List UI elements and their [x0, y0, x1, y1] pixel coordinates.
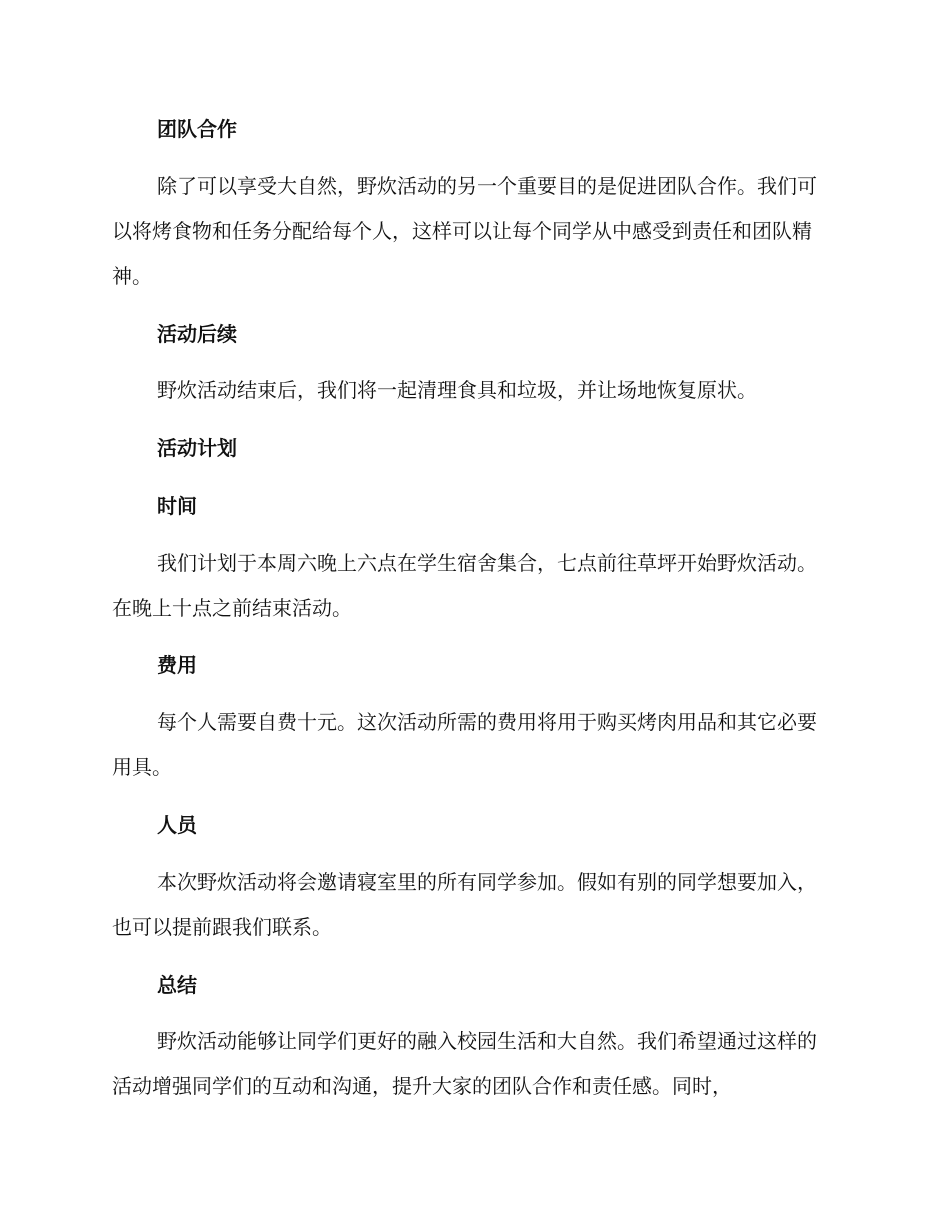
heading-activity-plan: 活动计划 — [157, 436, 237, 460]
heading-time: 时间 — [157, 494, 197, 518]
heading-summary: 总结 — [157, 973, 197, 997]
heading-personnel: 人员 — [157, 813, 197, 837]
paragraph-time: 我们计划于本周六晚上六点在学生宿舍集合，七点前往草坪开始野炊活动。在晚上十点之前结束活动。 — [112, 551, 817, 620]
paragraph-cost: 每个人需要自费十元。这次活动所需的费用将用于购买烤肉用品和其它必要用具。 — [112, 710, 817, 779]
paragraph-summary: 野炊活动能够让同学们更好的融入校园生活和大自然。我们希望通过这样的活动增强同学们的互动和沟通，提升大家的团队合作和责任感。同时， — [112, 1029, 817, 1098]
paragraph-personnel: 本次野炊活动将会邀请寝室里的所有同学参加。假如有别的同学想要加入，也可以提前跟我们联系。 — [112, 870, 817, 939]
paragraph-follow-up: 野炊活动结束后，我们将一起清理食具和垃圾，并让场地恢复原状。 — [157, 378, 757, 402]
heading-cost: 费用 — [157, 653, 197, 677]
heading-teamwork: 团队合作 — [157, 117, 237, 141]
paragraph-teamwork: 除了可以享受大自然，野炊活动的另一个重要目的是促进团队合作。我们可以将烤食物和任务分配给每个人，这样可以让每个同学从中感受到责任和团队精神。 — [112, 174, 817, 288]
heading-follow-up: 活动后续 — [157, 322, 237, 346]
